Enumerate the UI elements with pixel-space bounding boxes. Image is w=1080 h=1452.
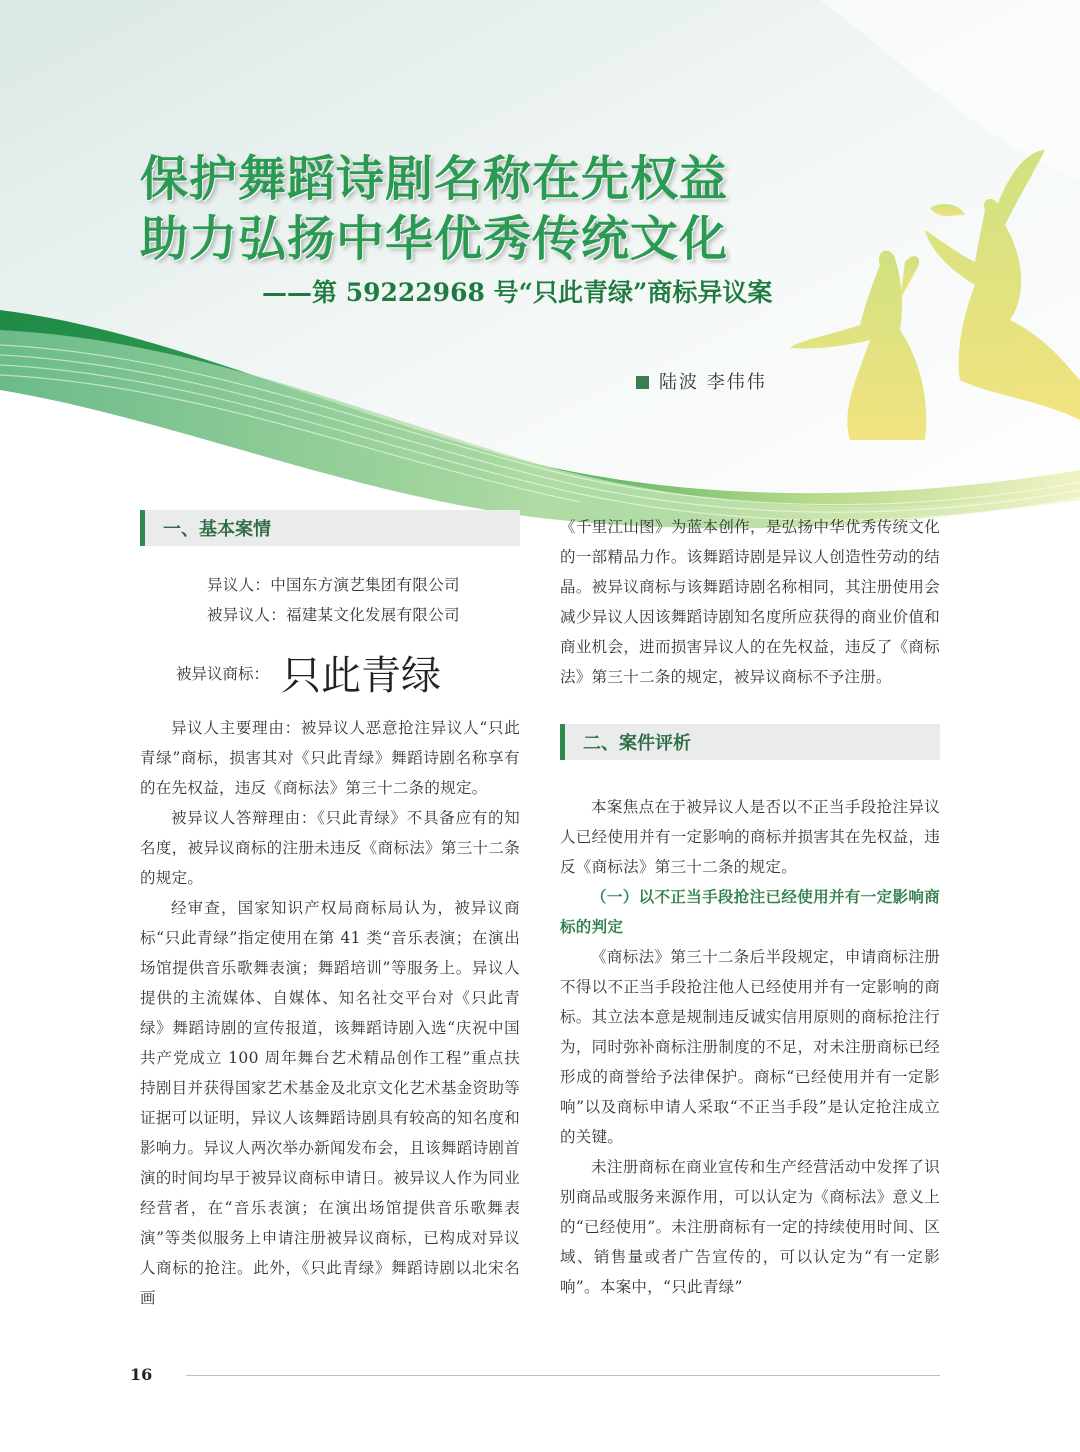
section-heading-basic: 一、基本案情: [140, 510, 520, 546]
page-number: 16: [130, 1365, 153, 1384]
footer-divider: [186, 1375, 940, 1376]
respondent-line: 被异议人：福建某文化发展有限公司: [207, 606, 460, 624]
opposed-mark: 只此青绿: [281, 653, 442, 699]
author-byline: [636, 368, 767, 394]
paragraph-respondent-reply: 被异议人答辩理由：《只此青绿》不具备应有的知名度，被异议商标的注册未违反《商标法》第三十二条的规定。: [140, 809, 520, 887]
opposed-mark-row: [140, 644, 520, 701]
author-names: 陆波 李伟伟: [659, 372, 767, 393]
subtitle: ——第 59222968 号“只此青绿”商标异议案: [262, 278, 773, 307]
paragraph-continued: 《千里江山图》为蓝本创作，是弘扬中华优秀传统文化的一部精品力作。该舞蹈诗剧是异议人创造性劳动的结晶。被异议商标与该舞蹈诗剧名称相同，其注册使用会减少异议人因该舞蹈诗剧知名度所应获得的商业价值和商业机会，进而损害异议人的在先权益，违反了《商标法》第三十二条的规定，被异议商标不予注册。: [560, 518, 940, 686]
paragraph-unregistered-mark: 未注册商标在商业宣传和生产经营活动中发挥了识别商品或服务来源作用，可以认定为《商标法》意义上的“已经使用”。未注册商标有一定的持续使用时间、区域、销售量或者广告宣传的，可以认定为“有一定影响”。本案中，“只此青绿”: [560, 1158, 940, 1296]
opponent-line: 异议人：中国东方演艺集团有限公司: [207, 576, 460, 594]
opposed-mark-label: 被异议商标：: [176, 664, 270, 683]
paragraph-article-32: 《商标法》第三十二条后半段规定，申请商标注册不得以不正当手段抢注他人已经使用并有一定影响的商标。其立法本意是规制违反诚实信用原则的商标抢注行为，同时弥补商标注册制度的不足，对未注册商标已经形成的商誉给予法律保护。商标“已经使用并有一定影响”以及商标申请人采取“不正当手段”是认定抢注成立的关键。: [560, 948, 940, 1146]
right-column: [560, 512, 940, 1302]
paragraph-examination: 经审查，国家知识产权局商标局认为，被异议商标“只此青绿”指定使用在第 41 类“音乐表演；在演出场馆提供音乐歌舞表演；舞蹈培训”等服务上。异议人提供的主流媒体、自媒体、知名社交平台对《只此青绿》舞蹈诗剧的宣传报道，该舞蹈诗剧入选“庆祝中国共产党成立 100 周年舞台艺术精品创作工程”重点扶持剧目并获得国家艺术基金及北京文化艺术基金资助等证据可以证明，异议人该舞蹈诗剧具有较高的知名度和影响力。异议人两次举办新闻发布会，且该舞蹈诗剧首演的时间均早于被异议商标申请日。被异议人作为同业经营者，在“音乐表演；在演出场馆提供音乐歌舞表演”等类似服务上申请注册被异议商标，已构成对异议人商标的抢注。此外，《只此青绿》舞蹈诗剧以北宋名画: [140, 899, 520, 1307]
title-line-1: 保护舞蹈诗剧名称在先权益: [140, 151, 729, 207]
paragraph-opponent-reasons: 异议人主要理由：被异议人恶意抢注异议人“只此青绿”商标，损害其对《只此青绿》舞蹈诗剧名称享有的在先权益，违反《商标法》第三十二条的规定。: [140, 719, 520, 797]
section-heading-analysis: 二、案件评析: [560, 724, 940, 760]
left-column: [140, 510, 520, 1313]
paragraph-analysis-intro: 本案焦点在于被异议人是否以不正当手段抢注异议人已经使用并有一定影响的商标并损害其在先权益，违反《商标法》第三十二条的规定。: [560, 798, 940, 876]
subheading-judgement: （一）以不正当手段抢注已经使用并有一定影响商标的判定: [560, 887, 940, 936]
header-banner-art: [0, 0, 1080, 540]
square-bullet-icon: [636, 376, 649, 389]
title-line-2: 助力弘扬中华优秀传统文化: [140, 211, 729, 267]
